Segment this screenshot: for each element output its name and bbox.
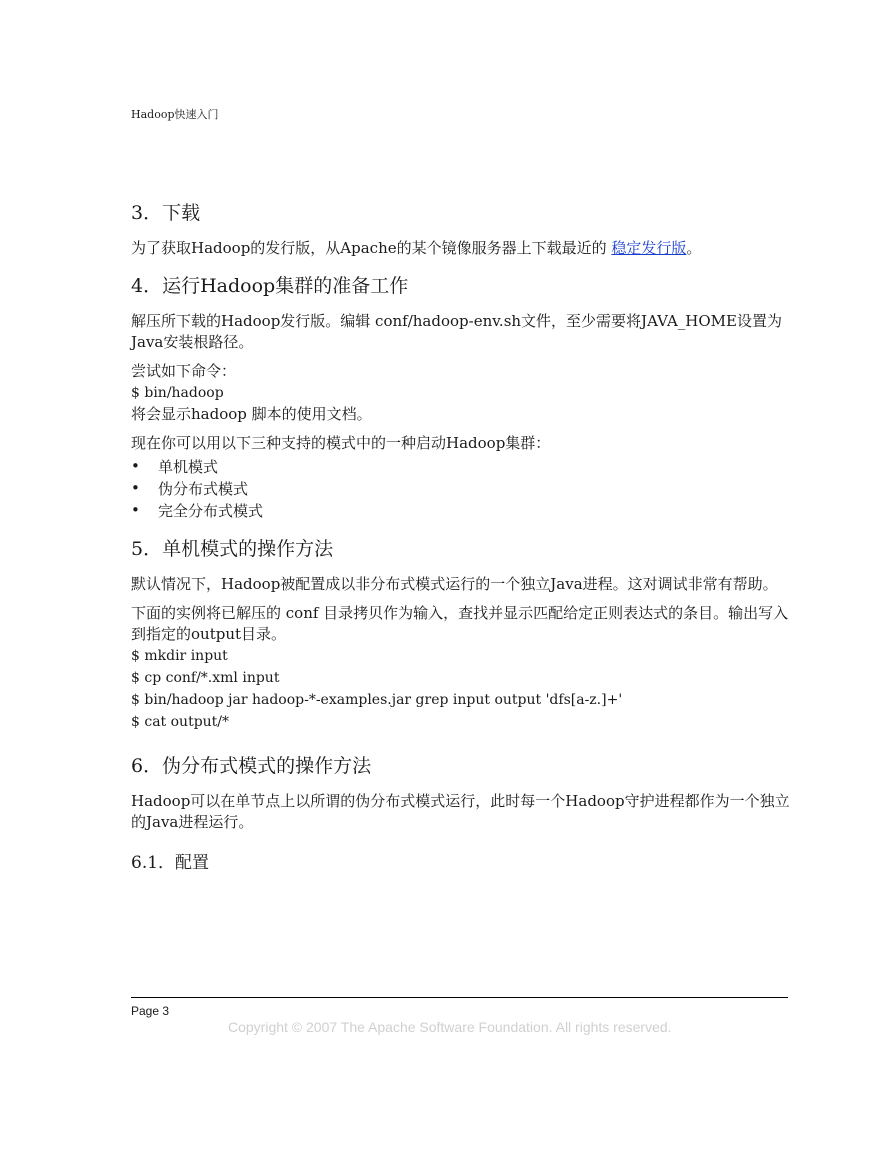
try-label: 尝试如下命令： [131, 362, 237, 380]
copyright-text: Copyright © 2007 The Apache Software Foundation. All rights reserved. [228, 1019, 672, 1035]
section-heading: 5．单机模式的操作方法 [131, 538, 334, 560]
footer-divider [131, 997, 788, 998]
pseudo-paragraph: Hadoop可以在单节点上以所谓的伪分布式模式运行，此时每一个Hadoop守护进程都作为一个独立的Java进程运行。 [131, 792, 790, 831]
list-item [131, 478, 791, 500]
stable-release-link[interactable]: 稳定发行版 [611, 239, 687, 257]
bullet-icon: • [131, 501, 140, 519]
section-pseudo-distributed [131, 753, 791, 875]
section-heading: 6．伪分布式模式的操作方法 [131, 755, 372, 777]
code-line: $ cp conf/*.xml input [131, 670, 280, 686]
code-line: $ bin/hadoop [131, 385, 224, 401]
standalone-paragraph-1: 默认情况下，Hadoop被配置成以非分布式模式运行的一个独立Java进程。这对调试非常有帮助。 [131, 575, 778, 593]
section-heading: 4．运行Hadoop集群的准备工作 [131, 275, 409, 297]
section-download [131, 200, 791, 259]
try-result: 将会显示hadoop 脚本的使用文档。 [131, 405, 372, 423]
download-text: 为了获取Hadoop的发行版，从Apache的某个镜像服务器上下载最近的 [131, 239, 612, 257]
modes-intro: 现在你可以用以下三种支持的模式中的一种启动Hadoop集群： [131, 434, 551, 452]
section-heading: 3．下载 [131, 202, 201, 224]
bullet-icon: • [131, 457, 140, 475]
section-standalone [131, 536, 791, 733]
code-line: $ cat output/* [131, 714, 230, 730]
code-line: $ mkdir input [131, 648, 228, 664]
modes-list [131, 456, 791, 522]
mode-label: 伪分布式模式 [158, 480, 249, 498]
page-content [131, 200, 791, 889]
mode-label: 完全分布式模式 [158, 502, 264, 520]
list-item [131, 500, 791, 522]
section-prepare [131, 273, 791, 522]
mode-label: 单机模式 [158, 458, 219, 476]
page-number: Page 3 [131, 1004, 170, 1018]
download-text-end: 。 [686, 239, 702, 257]
prepare-paragraph: 解压所下载的Hadoop发行版。编辑 conf/hadoop-env.sh文件，至少需要将JAVA_HOME设置为Java安装根路径。 [131, 312, 782, 351]
standalone-paragraph-2: 下面的实例将已解压的 conf 目录拷贝作为输入，查找并显示匹配给定正则表达式的条目。输出写入到指定的output目录。 [131, 604, 789, 643]
running-header: Hadoop快速入门 [131, 108, 219, 121]
download-paragraph [131, 238, 791, 259]
list-item [131, 456, 791, 478]
bullet-icon: • [131, 479, 140, 497]
subsection-heading: 6.1．配置 [131, 853, 210, 873]
code-line: $ bin/hadoop jar hadoop-*-examples.jar grep input output 'dfs[a-z.]+' [131, 692, 623, 708]
